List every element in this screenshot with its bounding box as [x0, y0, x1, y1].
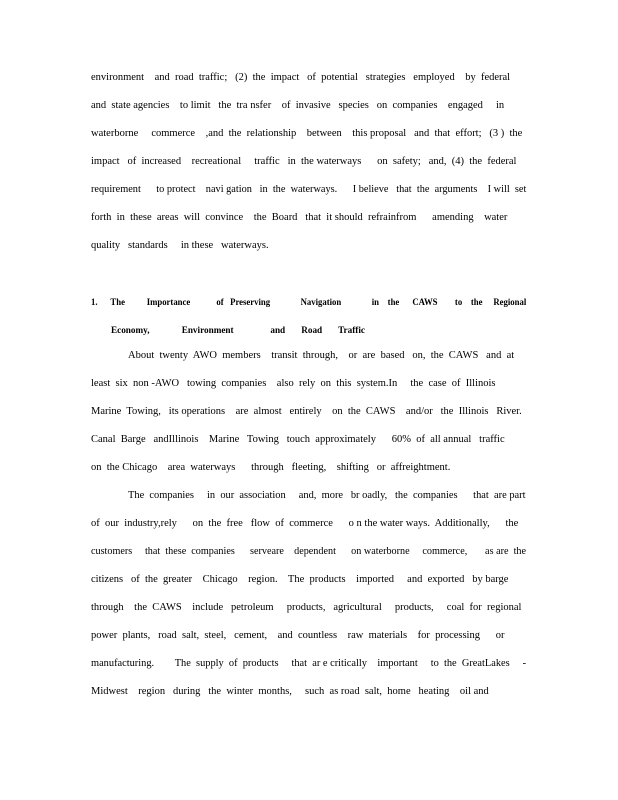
- paragraph-line: of our industry,rely on the free flow of commerce o n the water ways. Additionally, the: [91, 518, 519, 529]
- paragraph-line: quality standards in these waterways.: [91, 240, 269, 251]
- paragraph-line: manufacturing. The supply of products that ar e critically important to the GreatLakes -: [91, 658, 527, 669]
- paragraph-line: through the CAWS include petroleum products, agricultural products, coal for regional: [91, 602, 522, 613]
- paragraph-line: Canal Barge andIllinois Marine Towing touch approximately 60% of all annual traffic: [91, 434, 505, 445]
- paragraph-line: power plants, road salt, steel, cement, and countless raw materials for processing or: [91, 630, 505, 641]
- paragraph-line: Marine Towing, its operations are almost entirely on the CAWS and/or the Illinois River.: [91, 406, 522, 417]
- paragraph-line: on the Chicago area waterways through fleeting, shifting or affreightment.: [91, 462, 451, 473]
- paragraph-line: Midwest region during the winter months, such as road salt, home heating oil and: [91, 686, 489, 697]
- paragraph-line: forth in these areas will convince the Board that it should refrainfrom amending water: [91, 212, 508, 223]
- paragraph-line: customers that these companies serveare dependent on waterborne commerce, as are the: [91, 546, 527, 557]
- paragraph-line: The companies in our association and, more br oadly, the companies that are part: [128, 490, 526, 501]
- paragraph-line: environment and road traffic; (2) the impact of potential strategies employed by federal: [91, 72, 511, 83]
- paragraph-line: waterborne commerce ,and the relationship between this proposal and that effort; (3 ) the: [91, 128, 523, 139]
- paragraph-line: About twenty AWO members transit through, or are based on, the CAWS and at: [128, 350, 515, 361]
- section-heading-line-2: Economy, Environment and Road Traffic: [111, 325, 365, 335]
- paragraph-line: least six non -AWO towing companies also rely on this system.In the case of Illinois: [91, 378, 496, 389]
- section-heading-line-1: 1. The Importance of Preserving Navigation in the CAWS to the Regional: [91, 297, 527, 307]
- paragraph-line: impact of increased recreational traffic in the waterways on safety; and, (4) the federal: [91, 156, 517, 167]
- paragraph-line: citizens of the greater Chicago region. The products imported and exported by barge: [91, 574, 509, 585]
- paragraph-line: and state agencies to limit the tra nsfer of invasive species on companies engaged in: [91, 100, 505, 111]
- paragraph-line: requirement to protect navi gation in the waterways. I believe that the arguments I will set: [91, 184, 527, 195]
